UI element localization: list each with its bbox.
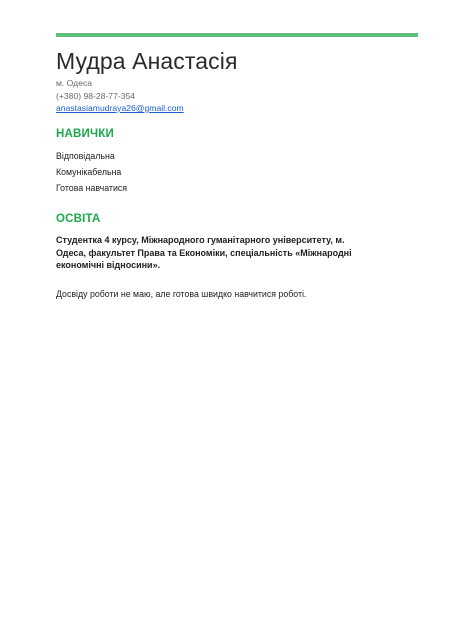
skill-item: Готова навчатися xyxy=(56,183,128,193)
skills-heading: НАВИЧКИ xyxy=(56,128,114,140)
contact-block xyxy=(56,77,184,115)
candidate-name: Мудра Анастасія xyxy=(56,48,238,74)
skills-list xyxy=(56,148,127,196)
education-heading: ОСВІТА xyxy=(56,213,101,225)
contact-email-link[interactable]: anastasiamudraya26@gmail.com xyxy=(56,103,184,113)
skill-item: Відповідальна xyxy=(56,151,115,161)
contact-phone: (+380) 98-28-77-354 xyxy=(56,90,136,101)
contact-city: м. Одеса xyxy=(56,78,93,88)
skill-item: Комунікабельна xyxy=(56,167,122,177)
education-text: Студентка 4 курсу, Міжнародного гуманітарного університету, м. Одеса, факультет Права та Економіки, спеціальність «Міжнародні економічні відносини». xyxy=(56,235,352,271)
experience-text: Досвіду роботи не маю, але готова швидко навчитися роботі. xyxy=(56,289,307,299)
top-accent-rule xyxy=(56,33,418,37)
